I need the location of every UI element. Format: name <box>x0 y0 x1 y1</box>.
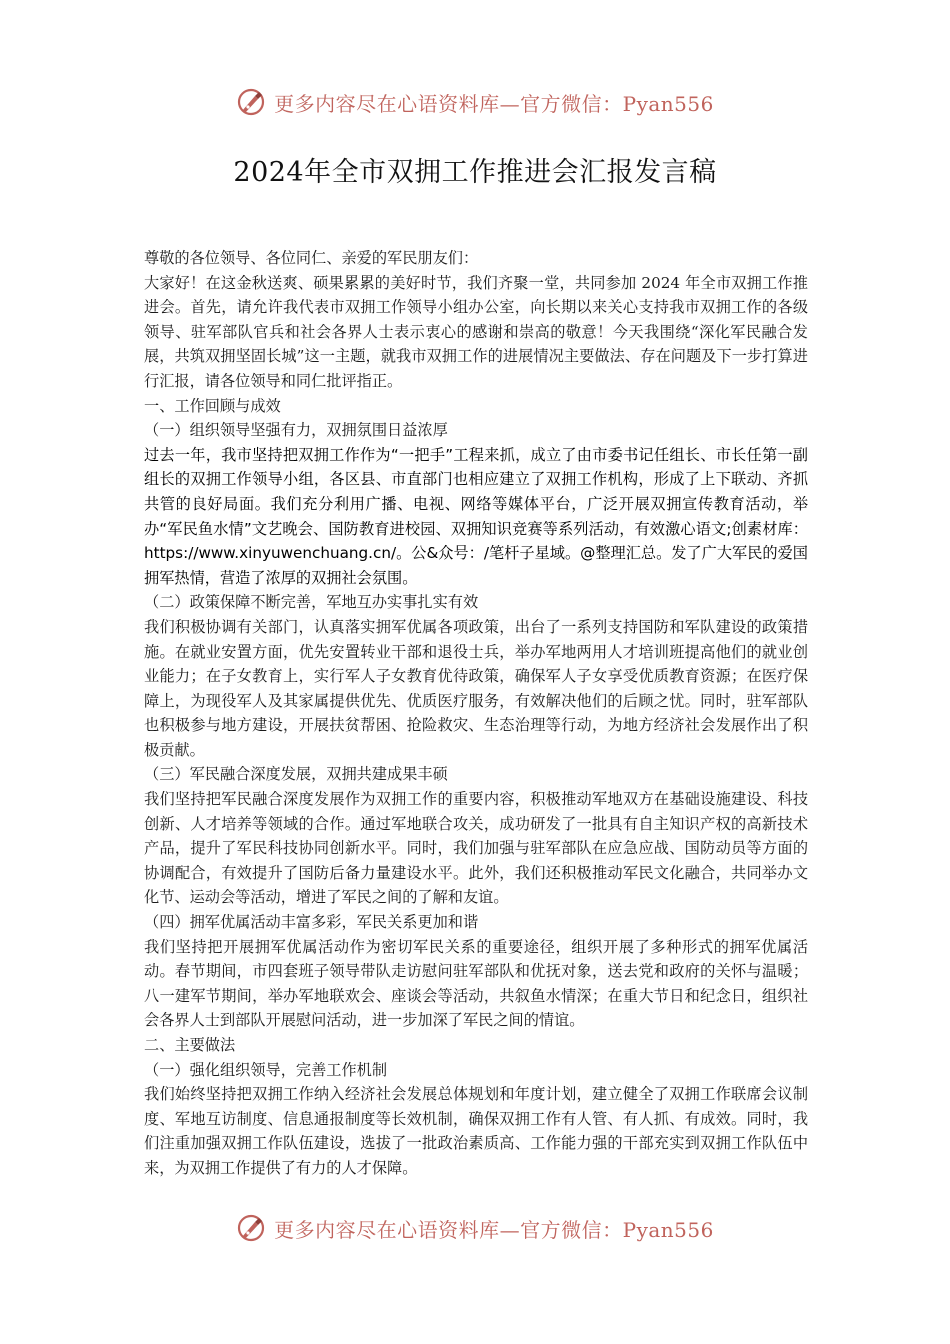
paragraph-activities: 我们坚持把开展拥军优属活动作为密切军民关系的重要途径，组织开展了多种形式的拥军优属活动。春节期间，市四套班子领导带队走访慰问驻军部队和优抚对象，送去党和政府的关怀与温暖；八一建军节期间，举办军地联欢会、座谈会等活动，共叙鱼水情深；在重大节日和纪念日，组织社会各界人士到部队开展慰问活动，进一步加深了军民之间的情谊。 <box>144 937 808 1030</box>
paragraph-policy: 我们积极协调有关部门，认真落实拥军优属各项政策，出台了一系列支持国防和军队建设的政策措施。在就业安置方面，优先安置转业干部和退役士兵，举办军地两用人才培训班提高他们的就业创业能力；在子女教育上，实行军人子女教育优待政策，确保军人子女享受优质教育资源；在医疗保障上，为现役军人及其家属提供优先、优质医疗服务，有效解决他们的后顾之忧。同时，驻军部队也积极参与地方建设，开展扶贫帮困、抢险救灾、生态治理等行动，为地方经济社会发展作出了积极贡献。 <box>144 617 808 759</box>
paragraph-integration: 我们坚持把军民融合深度发展作为双拥工作的重要内容，积极推动军地双方在基础设施建设、科技创新、人才培养等领域的合作。通过军地联合攻关，成功研发了一批具有自主知识产权的高新技术产品，提升了军民科技协同创新水平。同时，我们加强与驻军部队在应急应战、国防动员等方面的协调配合，有效提升了国防后备力量建设水平。此外，我们还积极推动军民文化融合，共同举办文化节、运动会等活动，增进了军民之间的了解和友谊。 <box>144 790 808 907</box>
section-heading-1: 一、工作回顾与成效 <box>144 396 281 415</box>
salutation: 尊敬的各位领导、各位同仁、亲爱的军民朋友们： <box>144 249 479 267</box>
pen-nib-logo-icon <box>236 1213 266 1243</box>
subsection-heading-1-2: （二）政策保障不断完善，军地互办实事扎实有效 <box>144 593 479 612</box>
document-title: 2024年全市双拥工作推进会汇报发言稿 <box>233 157 717 188</box>
paragraph-mechanism: 我们始终坚持把双拥工作纳入经济社会发展总体规划和年度计划，建立健全了双拥工作联席会议制度、军地互访制度、信息通报制度等长效机制，确保双拥工作有人管、有人抓、有成效。同时，我们注重加强双拥工作队伍建设，选拔了一批政治素质高、工作能力强的干部充实到双拥工作队伍中来，为双拥工作提供了有力的人才保障。 <box>144 1085 808 1177</box>
pen-nib-logo-icon <box>236 87 266 117</box>
footer-watermark-banner <box>0 1210 950 1246</box>
paragraph-organization: 过去一年，我市坚持把双拥工作作为“一把手”工程来抓，成立了由市委书记任组长、市长任第一副组长的双拥工作领导小组，各区县、市直部门也相应建立了双拥工作机构，形成了上下联动、齐抓共管的良好局面。我们充分利用广播、电视、网络等媒体平台，广泛开展双拥宣传教育活动，举办“军民鱼水情”文艺晚会、国防教育进校园、双拥知识竞赛等系列活动，有效激心语文;创素材库：https://www.xinyuwenchuang.cn/。公&众号：/笔杆子星域。@整理汇总。发了广大军民的爱国拥军热情，营造了浓厚的双拥社会氛围。 <box>144 445 808 587</box>
header-watermark-banner <box>0 84 950 120</box>
banner-text: 更多内容尽在心语资料库—官方微信：Pyan556 <box>274 91 714 116</box>
subsection-heading-1-4: （四）拥军优属活动丰富多彩，军民关系更加和谐 <box>144 913 479 932</box>
banner-text: 更多内容尽在心语资料库—官方微信：Pyan556 <box>274 1217 714 1242</box>
subsection-heading-1-1: （一）组织领导坚强有力，双拥氛围日益浓厚 <box>144 421 448 440</box>
section-heading-2: 二、主要做法 <box>144 1036 236 1054</box>
subsection-heading-1-3: （三）军民融合深度发展，双拥共建成果丰硕 <box>144 765 448 784</box>
subsection-heading-2-1: （一）强化组织领导，完善工作机制 <box>144 1060 387 1079</box>
document-body <box>144 246 808 1181</box>
opening-paragraph: 大家好！在这金秋送爽、硕果累累的美好时节，我们齐聚一堂，共同参加 2024 年全市双拥工作推进会。首先，请允许我代表市双拥工作领导小组办公室，向长期以来关心支持我市双拥工作的各级领导、驻军部队官兵和社会各界人士表示衷心的感谢和崇高的敬意！今天我围绕“深化军民融合发展，共筑双拥坚固长城”这一主题，就我市双拥工作的进展情况主要做法、存在问题及下一步打算进行汇报，请各位领导和同仁批评指正。 <box>144 273 808 390</box>
